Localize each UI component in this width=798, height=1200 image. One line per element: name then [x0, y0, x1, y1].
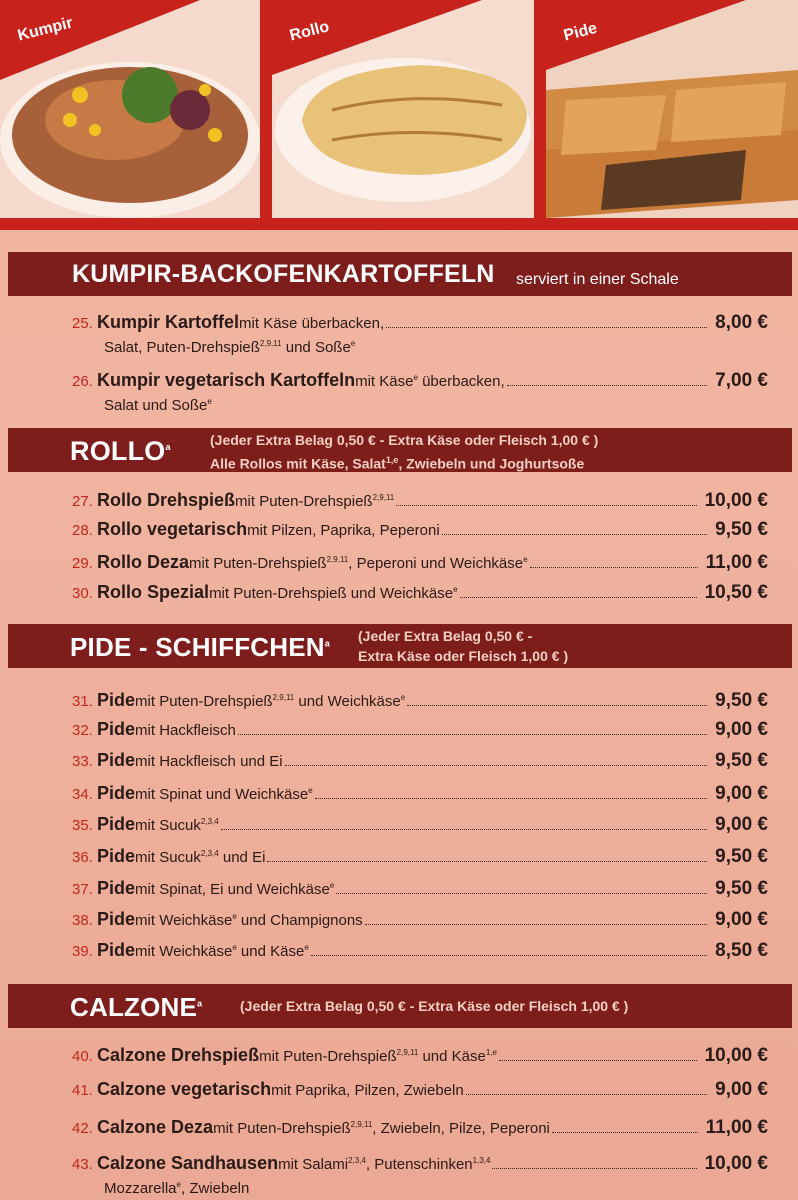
- menu-item-34: 34. Pide mit Spinat und Weichkäse$^e$ 9,00 €: [72, 783, 768, 804]
- section-note-line2: Extra Käse oder Fleisch 1,00 € ): [358, 648, 569, 664]
- item-name: Pide: [97, 909, 136, 929]
- item-price: 9,50 €: [715, 878, 768, 899]
- menu-item-31: 31. Pide mit Puten-Drehspieß$^{2,9,11}$ und Weichkäse$^e$ 9,50 €: [72, 690, 768, 711]
- item-price: 11,00 €: [705, 552, 768, 573]
- item-name: Rollo Drehspieß: [97, 490, 236, 510]
- kumpir-photo-label: Kumpir: [16, 14, 75, 45]
- menu-item-28: 28. Rollo vegetarisch mit Pilzen, Paprika, Peperoni 9,50 €: [72, 519, 768, 540]
- item-price: 10,50 €: [704, 582, 768, 603]
- item-name: Pide: [97, 878, 136, 898]
- pide-photo-label: Pide: [562, 19, 599, 45]
- item-description-line2: Mozzarella$^e$, Zwiebeln: [104, 1180, 250, 1197]
- menu-item-30: 30. Rollo Spezial mit Puten-Drehspieß und Weichkäse$^e$ 10,50 €: [72, 582, 768, 603]
- item-price: 10,00 €: [704, 1153, 768, 1174]
- menu-item-29: 29. Rollo Deza mit Puten-Drehspieß$^{2,9,11}$, Peperoni und Weichkäse$^e$ 11,00 €: [72, 552, 768, 573]
- item-name: Pide: [97, 690, 136, 710]
- section-header-calzone: [8, 984, 792, 1028]
- item-price: 9,00 €: [715, 783, 768, 804]
- menu-item-26: [72, 368, 768, 416]
- menu-item-39: 39. Pide mit Weichkäse$^e$ und Käse$^e$ 8,50 €: [72, 940, 768, 961]
- section-note-line2: Alle Rollos mit Käse, Salat$^{1,e}$, Zwiebeln und Joghurtsoße: [210, 455, 585, 472]
- item-name: Pide: [97, 846, 136, 866]
- leader-dots: [386, 327, 707, 328]
- item-price: 8,00 €: [715, 312, 768, 333]
- section-note-line1: (Jeder Extra Belag 0,50 € - Extra Käse oder Fleisch 1,00 € ): [240, 998, 629, 1014]
- item-number: 26.: [72, 373, 93, 390]
- menu-item-43: 43. Calzone Sandhausen mit Salami$^{2,3,4}$, Putenschinken$^{1,3,4}$ 10,00 € Mozzarella$^e$, Zwiebeln: [72, 1153, 768, 1197]
- section-subtitle: serviert in einer Schale: [516, 271, 679, 288]
- item-price: 11,00 €: [705, 1117, 768, 1138]
- item-name: Rollo Spezial: [97, 582, 210, 602]
- section-title: CALZONE$^a$: [70, 992, 203, 1022]
- menu-item-27: 27. Rollo Drehspieß mit Puten-Drehspieß$^{2,9,11}$ 10,00 €: [72, 490, 768, 511]
- menu-item-35: 35. Pide mit Sucuk$^{2,3,4}$ 9,00 €: [72, 814, 768, 835]
- pide-photo: [546, 0, 798, 218]
- item-name: Calzone Drehspieß: [97, 1045, 260, 1065]
- item-name: Kumpir vegetarisch Kartoffeln: [97, 370, 356, 390]
- item-price: 9,50 €: [715, 750, 768, 771]
- menu-item-41: 41. Calzone vegetarisch mit Paprika, Pilzen, Zwiebeln 9,00 €: [72, 1079, 768, 1100]
- menu-item-33: 33. Pide mit Hackfleisch und Ei 9,50 €: [72, 750, 768, 771]
- item-price: 9,50 €: [715, 846, 768, 867]
- section-title: ROLLO$^a$: [70, 436, 171, 466]
- section-title: KUMPIR-BACKOFENKARTOFFELN: [72, 260, 495, 288]
- item-name: Calzone Sandhausen: [97, 1153, 279, 1173]
- menu-item-40: 40. Calzone Drehspieß mit Puten-Drehspieß$^{2,9,11}$ und Käse$^{1,e}$ 10,00 €: [72, 1045, 768, 1066]
- section-title: PIDE - SCHIFFCHEN$^a$: [70, 632, 330, 662]
- item-name: Pide: [97, 814, 136, 834]
- item-price: 8,50 €: [715, 940, 768, 961]
- item-name: Kumpir Kartoffel: [97, 312, 240, 332]
- item-name: Pide: [97, 750, 136, 770]
- section-header-rollo: [8, 428, 792, 472]
- item-name: Rollo vegetarisch: [97, 519, 248, 539]
- menu-item-32: 32. Pide mit Hackfleisch 9,00 €: [72, 719, 768, 740]
- kumpir-photo: [0, 0, 260, 218]
- item-price: 9,00 €: [715, 719, 768, 740]
- item-description: mit Käse$^e$ überbacken,: [355, 373, 505, 390]
- rollo-photo: [272, 0, 534, 218]
- item-description-line2: Salat, Puten-Drehspieß$^{2,9,11}$ und Soße$^e$: [104, 339, 356, 356]
- menu-item-38: 38. Pide mit Weichkäse$^e$ und Champignons 9,00 €: [72, 909, 768, 930]
- item-price: 9,00 €: [715, 909, 768, 930]
- item-price: 10,00 €: [704, 1045, 768, 1066]
- item-price: 9,50 €: [715, 519, 768, 540]
- item-price: 7,00 €: [715, 370, 768, 391]
- menu-item-42: 42. Calzone Deza mit Puten-Drehspieß$^{2,9,11}$, Zwiebeln, Pilze, Peperoni 11,00 €: [72, 1117, 768, 1138]
- photo-strip: [0, 0, 798, 230]
- leader-dots: [507, 385, 708, 386]
- section-note-line1: (Jeder Extra Belag 0,50 € - Extra Käse oder Fleisch 1,00 € ): [210, 432, 599, 448]
- section-note-line1: (Jeder Extra Belag 0,50 € -: [358, 628, 533, 644]
- item-price: 9,00 €: [715, 814, 768, 835]
- menu-item-25: [72, 312, 768, 358]
- item-description: mit Käse überbacken,: [239, 315, 385, 332]
- item-number: 25.: [72, 315, 93, 332]
- item-name: Calzone Deza: [97, 1117, 214, 1137]
- menu-item-37: 37. Pide mit Spinat, Ei und Weichkäse$^e$ 9,50 €: [72, 878, 768, 899]
- item-price: 9,00 €: [715, 1079, 768, 1100]
- menu-item-36: 36. Pide mit Sucuk$^{2,3,4}$ und Ei 9,50 €: [72, 846, 768, 867]
- item-price: 10,00 €: [704, 490, 768, 511]
- item-price: 9,50 €: [715, 690, 768, 711]
- section-header-kumpir: [8, 252, 792, 296]
- item-name: Pide: [97, 940, 136, 960]
- item-name: Calzone vegetarisch: [97, 1079, 272, 1099]
- section-header-pide: [8, 624, 792, 668]
- item-name: Rollo Deza: [97, 552, 190, 572]
- item-description-line2: Salat und Soße$^e$: [104, 397, 212, 414]
- item-name: Pide: [97, 719, 136, 739]
- rollo-photo-label: Rollo: [288, 18, 331, 45]
- item-name: Pide: [97, 783, 136, 803]
